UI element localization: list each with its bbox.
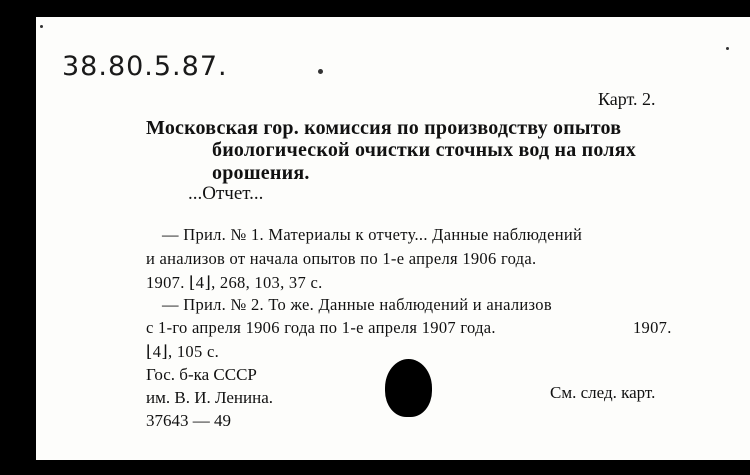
ink-blot (385, 359, 432, 417)
see-next-card: См. след. карт. (550, 383, 656, 402)
appendix-line-2: и анализов от начала опытов по 1-е апреля 1906 года. (146, 249, 537, 268)
heading-line-3: орошения. (212, 162, 310, 184)
ink-speck (318, 69, 323, 74)
appendix-line-1: — Прил. № 1. Материалы к отчету... Данные наблюдений (162, 225, 583, 244)
card-number: Карт. 2. (598, 89, 656, 109)
ink-speck (40, 25, 43, 28)
appendix-line-5-year: 1907. (633, 318, 672, 337)
heading-line-1: Московская гор. комиссия по производству опытов (146, 117, 622, 139)
call-number: 38.80.5.87. (62, 51, 228, 82)
catalog-card (36, 17, 750, 460)
appendix-line-4: — Прил. № 2. То же. Данные наблюдений и анализов (162, 295, 552, 314)
library-line-3: 37643 — 49 (146, 411, 231, 430)
appendix-line-5: с 1-го апреля 1906 года по 1-е апреля 1907 года. (146, 318, 496, 337)
library-line-1: Гос. б-ка СССР (146, 365, 257, 384)
report-title: ...Отчет... (188, 183, 264, 204)
library-line-2: им. В. И. Ленина. (146, 388, 274, 407)
heading-line-2: биологической очистки сточных вод на полях (212, 139, 636, 161)
appendix-line-3: 1907. ⌊4⌋, 268, 103, 37 с. (146, 273, 323, 292)
appendix-line-6: ⌊4⌋, 105 с. (146, 342, 219, 361)
ink-speck (726, 47, 729, 50)
